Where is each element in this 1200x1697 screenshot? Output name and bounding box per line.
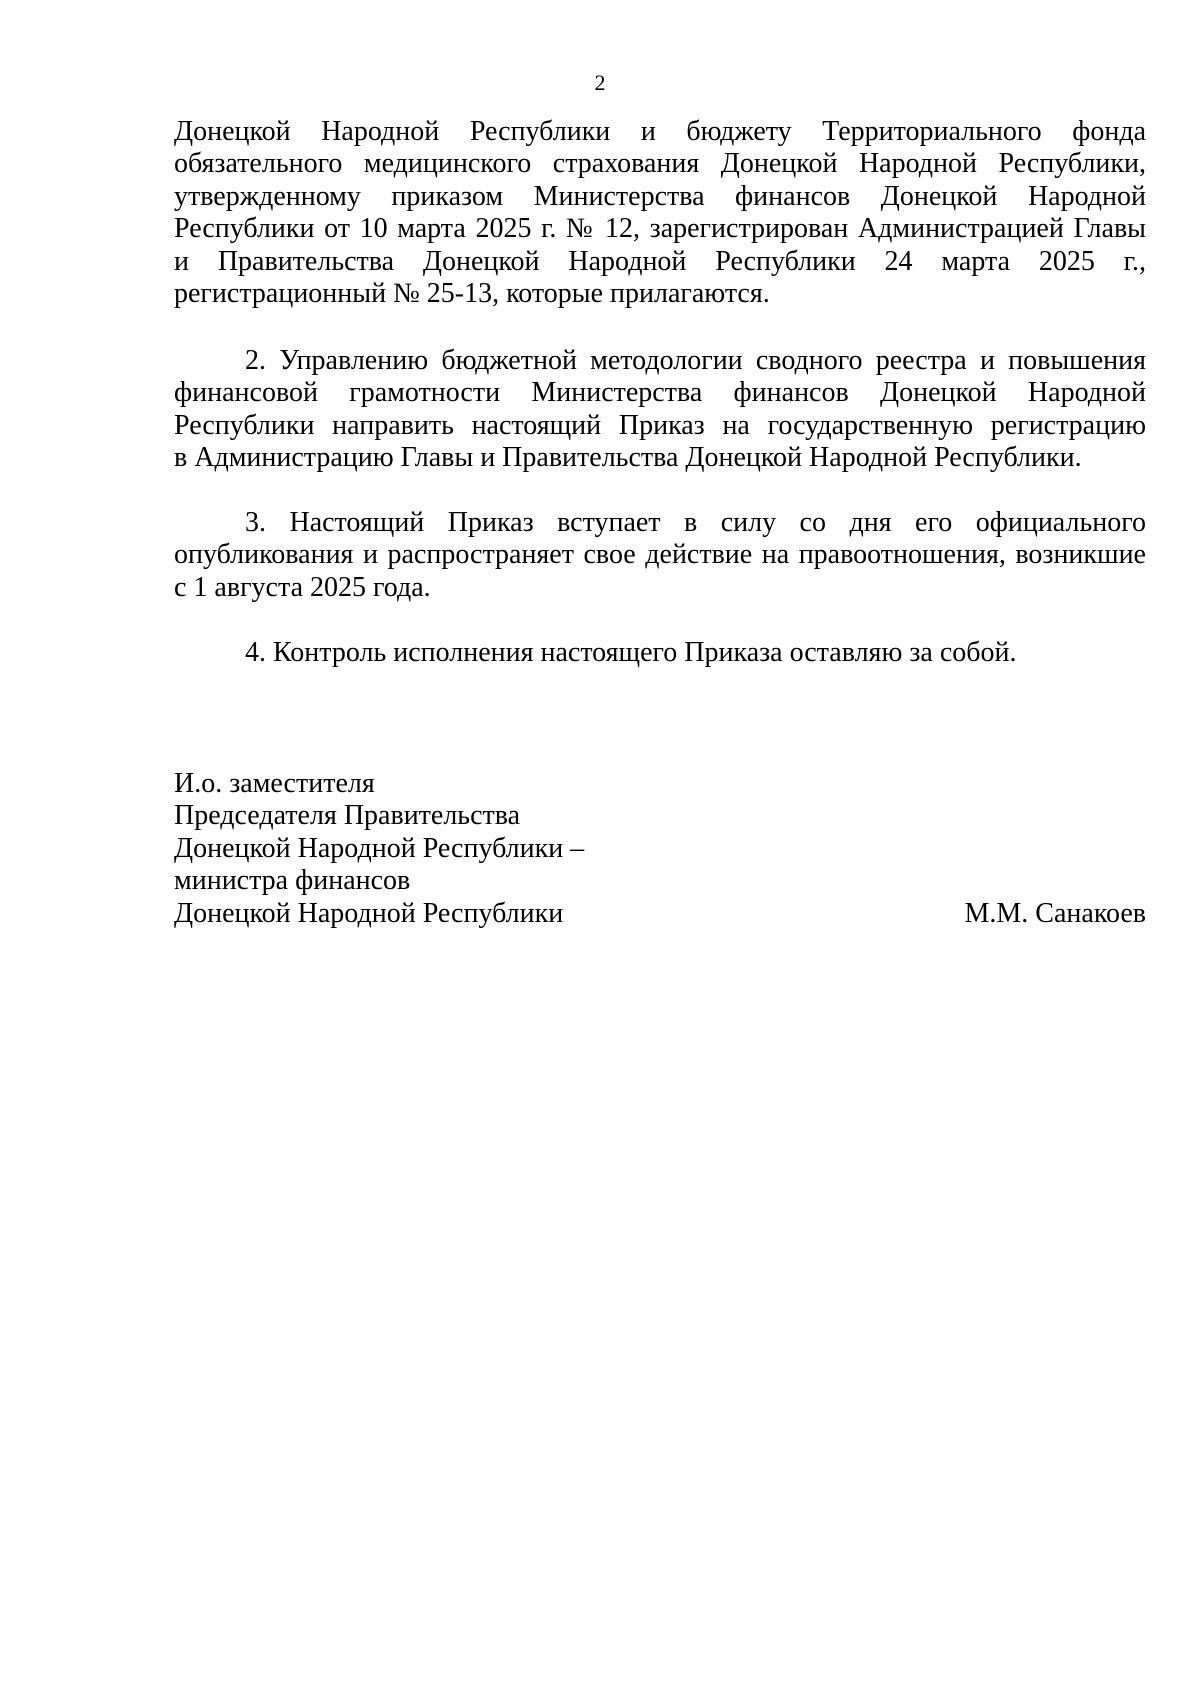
signature-position-text: И.о. заместителя — [174, 768, 375, 799]
paragraph-4 — [174, 637, 1146, 669]
signature-position-text: министра финансов — [174, 865, 411, 897]
signature-position-text: Донецкой Народной Республики — [174, 897, 564, 929]
signature-position-line — [174, 800, 1146, 832]
paragraph-line: с 1 августа 2025 года. — [174, 571, 431, 603]
paragraph-3 — [174, 507, 1146, 604]
signature-position-text: Донецкой Народной Республики – — [174, 832, 585, 864]
paragraph-line: и Правительства Донецкой Народной Республики 24 марта 2025 г., — [174, 245, 1146, 277]
signature-block — [174, 768, 1146, 930]
paragraph-line: 4. Контроль исполнения настоящего Приказа оставляю за собой. — [245, 637, 1017, 668]
paragraph-line: опубликования и распространяет свое действие на правоотношения, возникшие — [174, 539, 1146, 571]
paragraph-line: регистрационный № 25-13, которые прилагаются. — [174, 278, 770, 310]
signature-position-line — [174, 768, 1146, 800]
paragraph-1 — [174, 116, 1146, 310]
page-number: 2 — [594, 70, 606, 95]
signature-final-line — [174, 898, 1146, 930]
signatory-name: М.М. Санакоев — [964, 897, 1146, 929]
signature-position-line — [174, 833, 1146, 865]
paragraph-line: обязательного медицинского страхования Донецкой Народной Республики, — [174, 148, 1146, 180]
paragraph-line: утвержденному приказом Министерства финансов Донецкой Народной — [174, 180, 1146, 212]
paragraph-line: в Администрацию Главы и Правительства Донецкой Народной Республики. — [174, 442, 1082, 474]
signature-position-text: Председателя Правительства — [174, 800, 521, 832]
paragraph-line: Республики направить настоящий Приказ на государственную регистрацию — [174, 409, 1146, 441]
paragraph-line: Республики от 10 марта 2025 г. № 12, зарегистрирован Администрацией Главы — [174, 213, 1146, 245]
paragraph-line: финансовой грамотности Министерства финансов Донецкой Народной — [174, 377, 1146, 409]
paragraph-line: 3. Настоящий Приказ вступает в силу со дня его официального — [245, 507, 1146, 538]
paragraph-line: Донецкой Народной Республики и бюджету Территориального фонда — [174, 116, 1146, 147]
paragraph-2 — [174, 345, 1146, 475]
paragraph-line: 2. Управлению бюджетной методологии сводного реестра и повышения — [245, 345, 1146, 376]
signature-position-line — [174, 865, 1146, 897]
